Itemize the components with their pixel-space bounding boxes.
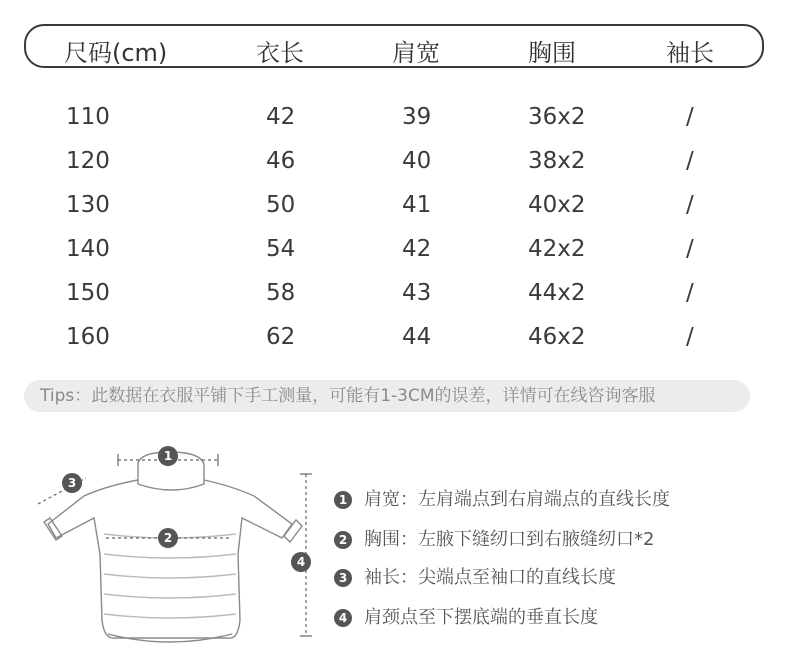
cell-shoulder: 40 [402,148,432,174]
legend-number-icon: 3 [334,569,352,587]
legend-item-sleeve [334,566,754,592]
cell-shoulder: 41 [402,192,432,218]
table-row [0,318,790,362]
header-chest: 胸围 [528,39,576,67]
marker-4-label: 4 [296,555,306,569]
cell-chest: 42x2 [528,236,586,262]
cell-length: 46 [266,148,296,174]
legend-item-chest [334,528,754,554]
legend-number-icon: 4 [334,609,352,627]
cell-length: 50 [266,192,296,218]
cell-chest: 38x2 [528,148,586,174]
cell-size: 120 [66,148,110,174]
marker-3-label: 3 [67,476,77,490]
legend-number-icon: 1 [334,491,352,509]
legend-number-icon: 2 [334,531,352,549]
legend-text: 肩颈点至下摆底端的垂直长度 [364,607,598,628]
header-shoulder: 肩宽 [392,39,440,67]
tips-note: Tips：此数据在衣服平铺下手工测量，可能有1-3CM的误差，详情可在线咨询客服 [24,380,750,412]
cell-size: 150 [66,280,110,306]
legend-text: 肩宽：左肩端点到右肩端点的直线长度 [364,489,670,510]
marker-1-label: 1 [163,449,173,463]
marker-2-label: 2 [163,531,173,545]
cell-length: 62 [266,324,296,350]
jacket-body-outline [48,480,292,638]
cell-sleeve: / [686,236,694,262]
header-sleeve: 袖长 [666,39,714,67]
cell-size: 160 [66,324,110,350]
legend-item-length [334,606,754,632]
cell-sleeve: / [686,104,694,130]
table-row [0,186,790,230]
cell-shoulder: 44 [402,324,432,350]
size-table-header [24,24,764,68]
cell-sleeve: / [686,148,694,174]
cell-sleeve: / [686,324,694,350]
jacket-measurement-diagram [20,430,330,660]
cell-size: 110 [66,104,110,130]
table-row [0,274,790,318]
cell-size: 140 [66,236,110,262]
cell-shoulder: 42 [402,236,432,262]
cell-shoulder: 39 [402,104,432,130]
cell-chest: 44x2 [528,280,586,306]
cell-sleeve: / [686,192,694,218]
cell-chest: 46x2 [528,324,586,350]
legend-text: 胸围：左腋下缝纫口到右腋缝纫口*2 [364,529,655,550]
cell-chest: 40x2 [528,192,586,218]
table-row [0,142,790,186]
legend-item-shoulder [334,488,754,514]
cell-chest: 36x2 [528,104,586,130]
cell-length: 54 [266,236,296,262]
cell-sleeve: / [686,280,694,306]
cell-length: 58 [266,280,296,306]
cell-length: 42 [266,104,296,130]
header-length: 衣长 [256,39,304,67]
header-size: 尺码(cm) [64,39,168,67]
cell-shoulder: 43 [402,280,432,306]
table-row [0,98,790,142]
cell-size: 130 [66,192,110,218]
legend-text: 袖长：尖端点至袖口的直线长度 [364,567,616,588]
table-row [0,230,790,274]
